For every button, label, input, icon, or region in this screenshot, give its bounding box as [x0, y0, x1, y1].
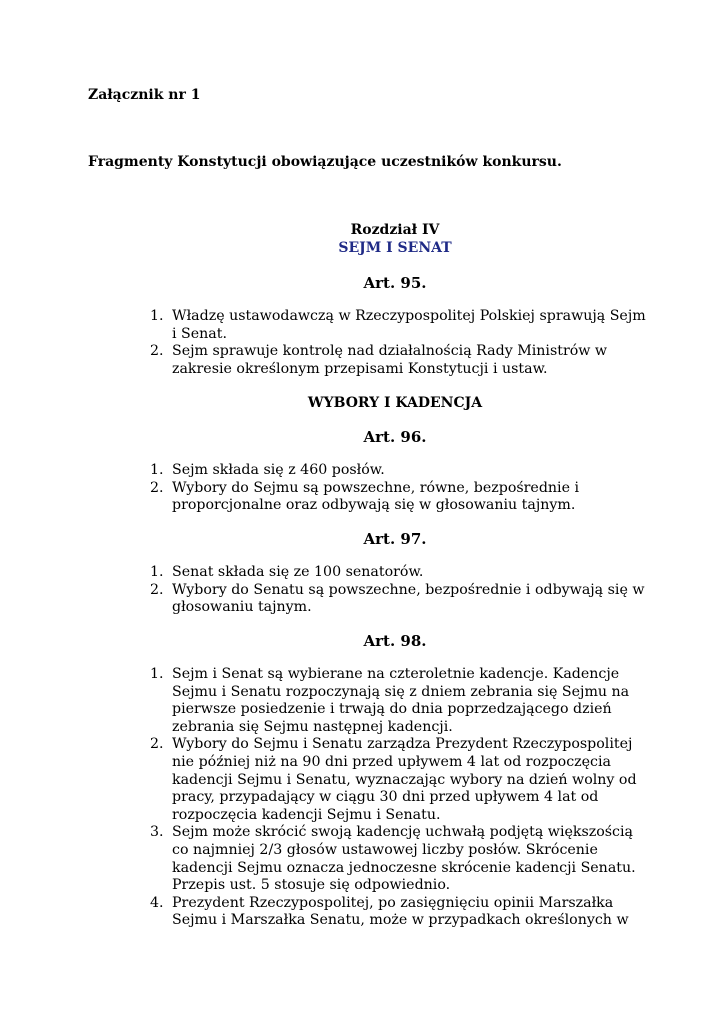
list-item-text-line: Przepis ust. 5 stosuje się odpowiednio.	[172, 877, 451, 894]
list-item-text-line: pracy, przypadający w ciągu 30 dni przed upływem 4 lat od	[172, 789, 599, 806]
attachment-label: Załącznik nr 1	[88, 87, 201, 103]
list-item-text-line: zebrania się Sejmu następnej kadencji.	[172, 718, 453, 735]
list-item-text-line: zakresie określonym przepisami Konstytucji i ustaw.	[172, 360, 548, 377]
list-item-text-line: Wybory do Sejmu i Senatu zarządza Prezydent Rzeczypospolitej	[172, 736, 633, 753]
list-item-text-line: kadencji Sejmu i Senatu, wyznaczając wybory na dzień wolny od	[172, 771, 637, 788]
article-96-list	[150, 462, 645, 515]
list-item-number: 1.	[150, 462, 164, 478]
list-item-text-line: Wybory do Senatu są powszechne, bezpośrednie i odbywają się w	[172, 581, 645, 598]
list-item-text-line: Sejm i Senat są wybierane na czteroletnie kadencje. Kadencje	[172, 666, 620, 682]
list-item	[150, 462, 645, 480]
list-item	[150, 736, 645, 824]
list-item-text-line: proporcjonalne oraz odbywają się w głosowaniu tajnym.	[172, 497, 576, 514]
list-item-text-line: Senat składa się ze 100 senatorów.	[172, 564, 424, 580]
list-item-text-line: co najmniej 2/3 głosów ustawowej liczby posłów. Skrócenie	[172, 841, 598, 858]
list-item-text-line: Sejmu i Marszałka Senatu, może w przypadkach określonych w	[172, 912, 629, 929]
list-item-text-line: pierwsze posiedzenie i trwają do dnia poprzedzającego dzień	[172, 701, 612, 718]
list-item	[150, 308, 645, 343]
list-item-text-line: Sejm sprawuje kontrolę nad działalnością Rady Ministrów w	[172, 343, 608, 360]
list-item	[150, 824, 645, 894]
article-95-list	[150, 308, 645, 378]
list-item-number: 1.	[150, 308, 164, 324]
document-subtitle: Fragmenty Konstytucji obowiązujące uczestników konkursu.	[88, 154, 562, 170]
list-item-number: 4.	[150, 894, 164, 911]
article-96-title: Art. 96.	[363, 428, 427, 446]
list-item-number: 3.	[150, 824, 164, 841]
list-item-number: 2.	[150, 736, 164, 753]
list-item-text-line: Władzę ustawodawczą w Rzeczypospolitej Polskiej sprawują Sejm	[172, 308, 646, 324]
section-title: WYBORY I KADENCJA	[307, 395, 483, 411]
list-item-text-line: kadencji Sejmu oznacza jednoczesne skrócenie kadencji Senatu.	[172, 859, 636, 876]
article-98-list	[150, 666, 645, 930]
list-item-text-line: Prezydent Rzeczypospolitej, po zasięgnięciu opinii Marszałka	[172, 894, 614, 911]
list-item-text-line: Wybory do Sejmu są powszechne, równe, bezpośrednie i	[172, 479, 580, 496]
chapter-label: Rozdział IV	[350, 222, 440, 238]
list-item	[150, 582, 645, 617]
list-item	[150, 343, 645, 378]
article-98-title: Art. 98.	[363, 632, 427, 650]
list-item-number: 2.	[150, 343, 164, 360]
list-item	[150, 666, 645, 736]
list-item-number: 1.	[150, 666, 164, 682]
list-item-text-line: Sejm składa się z 460 posłów.	[172, 462, 385, 478]
list-item-text-line: Sejm może skrócić swoją kadencję uchwałą podjętą większością	[172, 824, 634, 841]
article-95-title: Art. 95.	[363, 274, 427, 292]
list-item-number: 2.	[150, 581, 164, 598]
list-item	[150, 895, 645, 930]
list-item-text-line: głosowaniu tajnym.	[172, 599, 312, 616]
list-item	[150, 564, 645, 582]
list-item-text-line: i Senat.	[172, 325, 227, 342]
list-item-text-line: nie później niż na 90 dni przed upływem 4 lat od rozpoczęcia	[172, 753, 611, 770]
list-item-text-line: Sejmu i Senatu rozpoczynają się z dniem zebrania się Sejmu na	[172, 683, 630, 700]
list-item	[150, 480, 645, 515]
list-item-number: 1.	[150, 564, 164, 580]
chapter-title: SEJM I SENAT	[338, 240, 452, 256]
article-97-title: Art. 97.	[363, 530, 427, 548]
list-item-text-line: rozpoczęcia kadencji Sejmu i Senatu.	[172, 806, 441, 823]
article-97-list	[150, 564, 645, 617]
list-item-number: 2.	[150, 479, 164, 496]
